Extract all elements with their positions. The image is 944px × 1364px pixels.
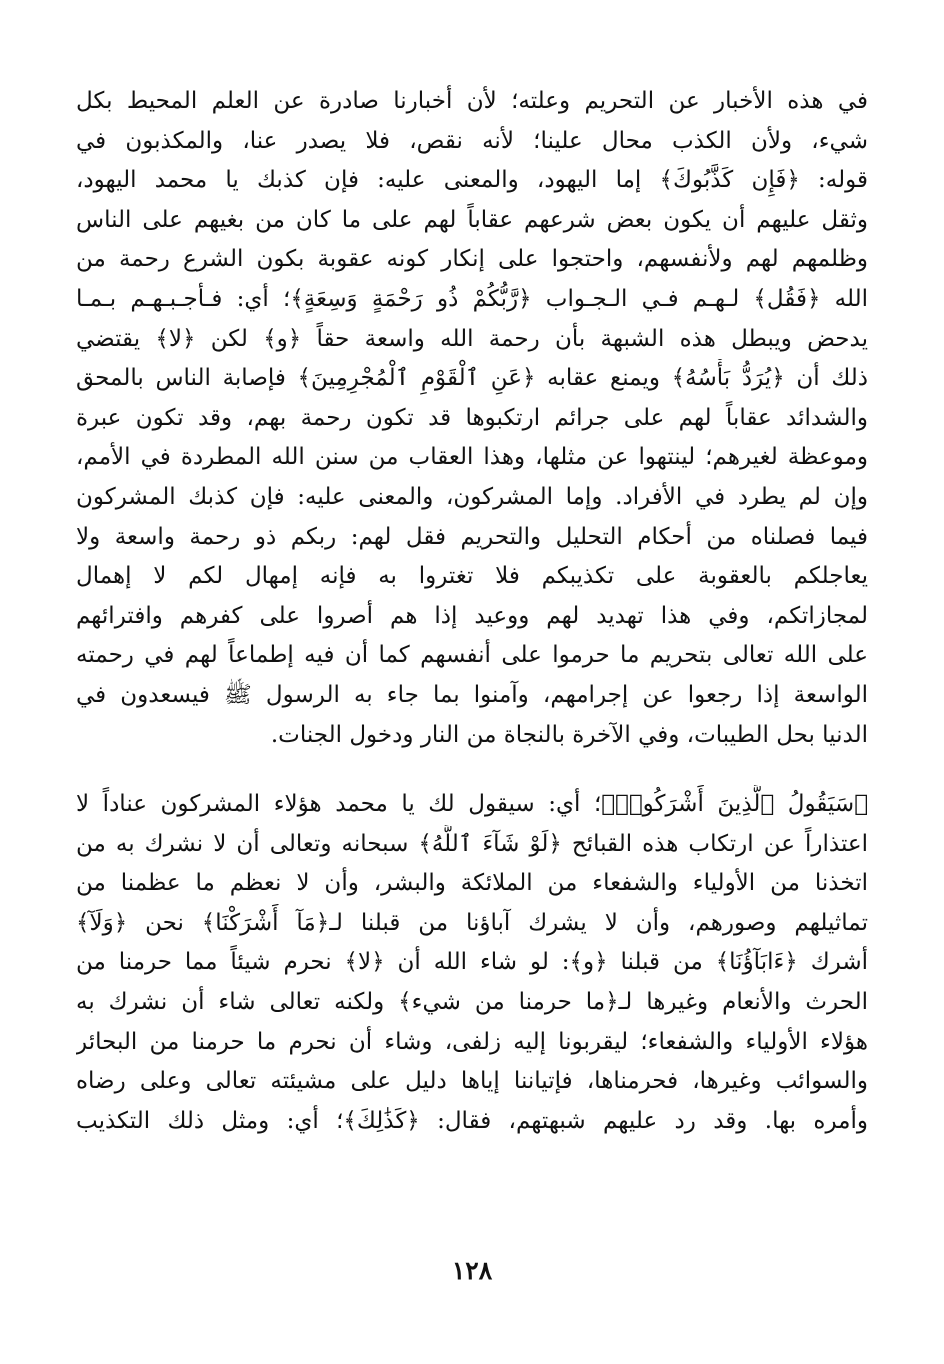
text-line: قوله: ﴿فَإِن كَذَّبُوكَ﴾ إما اليهود، والمعنى عليه: فإن كذبك يا محمد اليهود، [76, 167, 868, 194]
text-line: في هذه الأخبار عن التحريم وعلته؛ لأن أخبارنا صادرة عن العلم المحيط بكل [76, 88, 868, 114]
text-line: ذلك أن ﴿يُرَدُّ بَأْسُهُ﴾ ويمنع عقابه ﴿عَنِ ٱلْقَوْمِ ٱلْمُجْرِمِينَ﴾ فإصابة الناس بالمحق [76, 365, 868, 392]
text-line: فيما فصلناه من أحكام التحليل والتحريم فقل لهم: ربكم ذو رحمة واسعة ولا [76, 523, 868, 550]
text-line: اعتذاراً عن ارتكاب هذه القبائح ﴿لَوْ شَآءَ ٱللَّهُ﴾ سبحانه وتعالى أن لا نشرك به من [76, 830, 868, 857]
text-line: هؤلاء الأولياء والشفعاء؛ ليقربونا إليه زلفى، وشاء أن نحرم ما حرمنا من البحائر [76, 1028, 868, 1055]
text-line: وظلمهم لهم ولأنفسهم، واحتجوا على إنكار كونه عقوبة بكون الشرع رحمة من [76, 246, 868, 273]
text-line: وثقل عليهم أن يكون بعض شرعهم عقاباً لهم على ما كان من بغيهم على الناس [76, 206, 868, 233]
paragraph-2 [76, 785, 868, 1141]
text-line: يدحض ويبطل هذه الشبهة بأن رحمة الله واسعة حقاً ﴿و﴾ لكن ﴿لا﴾ يقتضي [76, 325, 868, 352]
text-line: وإن لم يطرد في الأفراد. وإما المشركون، والمعنى عليه: فإن كذبك المشركون [76, 483, 868, 510]
text-line: الحرث والأنعام وغيرها لـ﴿ما حرمنا من شيء﴾ ولكنه تعالى شاء أن نشرك به [76, 989, 868, 1016]
text-line: أشرك ﴿ءَابَآؤُنَا﴾ من قبلنا ﴿و﴾: لو شاء الله أن ﴿لا﴾ نحرم شيئاً مما حرمنا من [76, 949, 868, 976]
text-line: وموعظة لغيرهم؛ لينتهوا عن مثلها، وهذا العقاب من سنن الله المطردة في الأمم، [76, 444, 868, 471]
text-line: ﴿سَيَقُولُ ٱلَّذِينَ أَشْرَكُوا۟﴾؛ أي: سيقول لك يا محمد هؤلاء المشركون عناداً لا [76, 791, 868, 818]
text-line: الله ﴿فَقُل﴾ لـهـم فـي الـجـواب ﴿رَّبُّكُمْ ذُو رَحْمَةٍ وَسِعَةٍ﴾؛ أي: فـأجـبـهـم بـمـا [76, 285, 868, 312]
paragraph-1 [76, 82, 868, 755]
text-line: يعاجلكم بالعقوبة على تكذيبكم فلا تغتروا به فإنه إمهال لكم لا إهمال [76, 563, 868, 590]
text-line: والشدائد عقاباً لهم على جرائم ارتكبوها قد تكون رحمة بهم، وقد تكون عبرة [76, 404, 868, 431]
text-line: تماثيلهم وصورهم، وأن لا يشرك آباؤنا من قبلنا لـ﴿مَآ أَشْرَكْنَا﴾ نحن ﴿وَلَآ﴾ [76, 909, 868, 936]
text-line: الواسعة إذا رجعوا عن إجرامهم، وآمنوا بما جاء به الرسول ﷺ فيسعدون في [76, 681, 868, 708]
text-line: على الله تعالى بتحريم ما حرموا على أنفسهم كما أن فيه إطماعاً لهم في رحمته [76, 642, 868, 669]
body-text [76, 82, 868, 1141]
text-line: وأمره بها. وقد رد عليهم شبهتهم، فقال: ﴿كَذَٰلِكَ﴾؛ أي: ومثل ذلك التكذيب [76, 1107, 868, 1134]
text-line: لمجازاتكم، وفي هذا تهديد لهم ووعيد إذا هم أصروا على كفرهم وافترائهم [76, 602, 868, 629]
text-line: شيء، ولأن الكذب محال علينا؛ لأنه نقص، فلا يصدر عنا، والمكذبون في [76, 127, 868, 154]
text-line: الدنيا بحل الطيبات، وفي الآخرة بالنجاة من النار ودخول الجنات. [270, 721, 868, 748]
paragraph-gap [76, 755, 868, 785]
text-line: اتخذنا من الأولياء والشفعاء من الملائكة والبشر، وأن لا نعظم ما عظمنا من [76, 870, 868, 897]
text-line: والسوائب وغيرها، فحرمناها، فإتياننا إياها دليل على مشيئته تعالى وعلى رضاه [76, 1068, 868, 1095]
page-number: ١٢٨ [451, 1256, 493, 1285]
